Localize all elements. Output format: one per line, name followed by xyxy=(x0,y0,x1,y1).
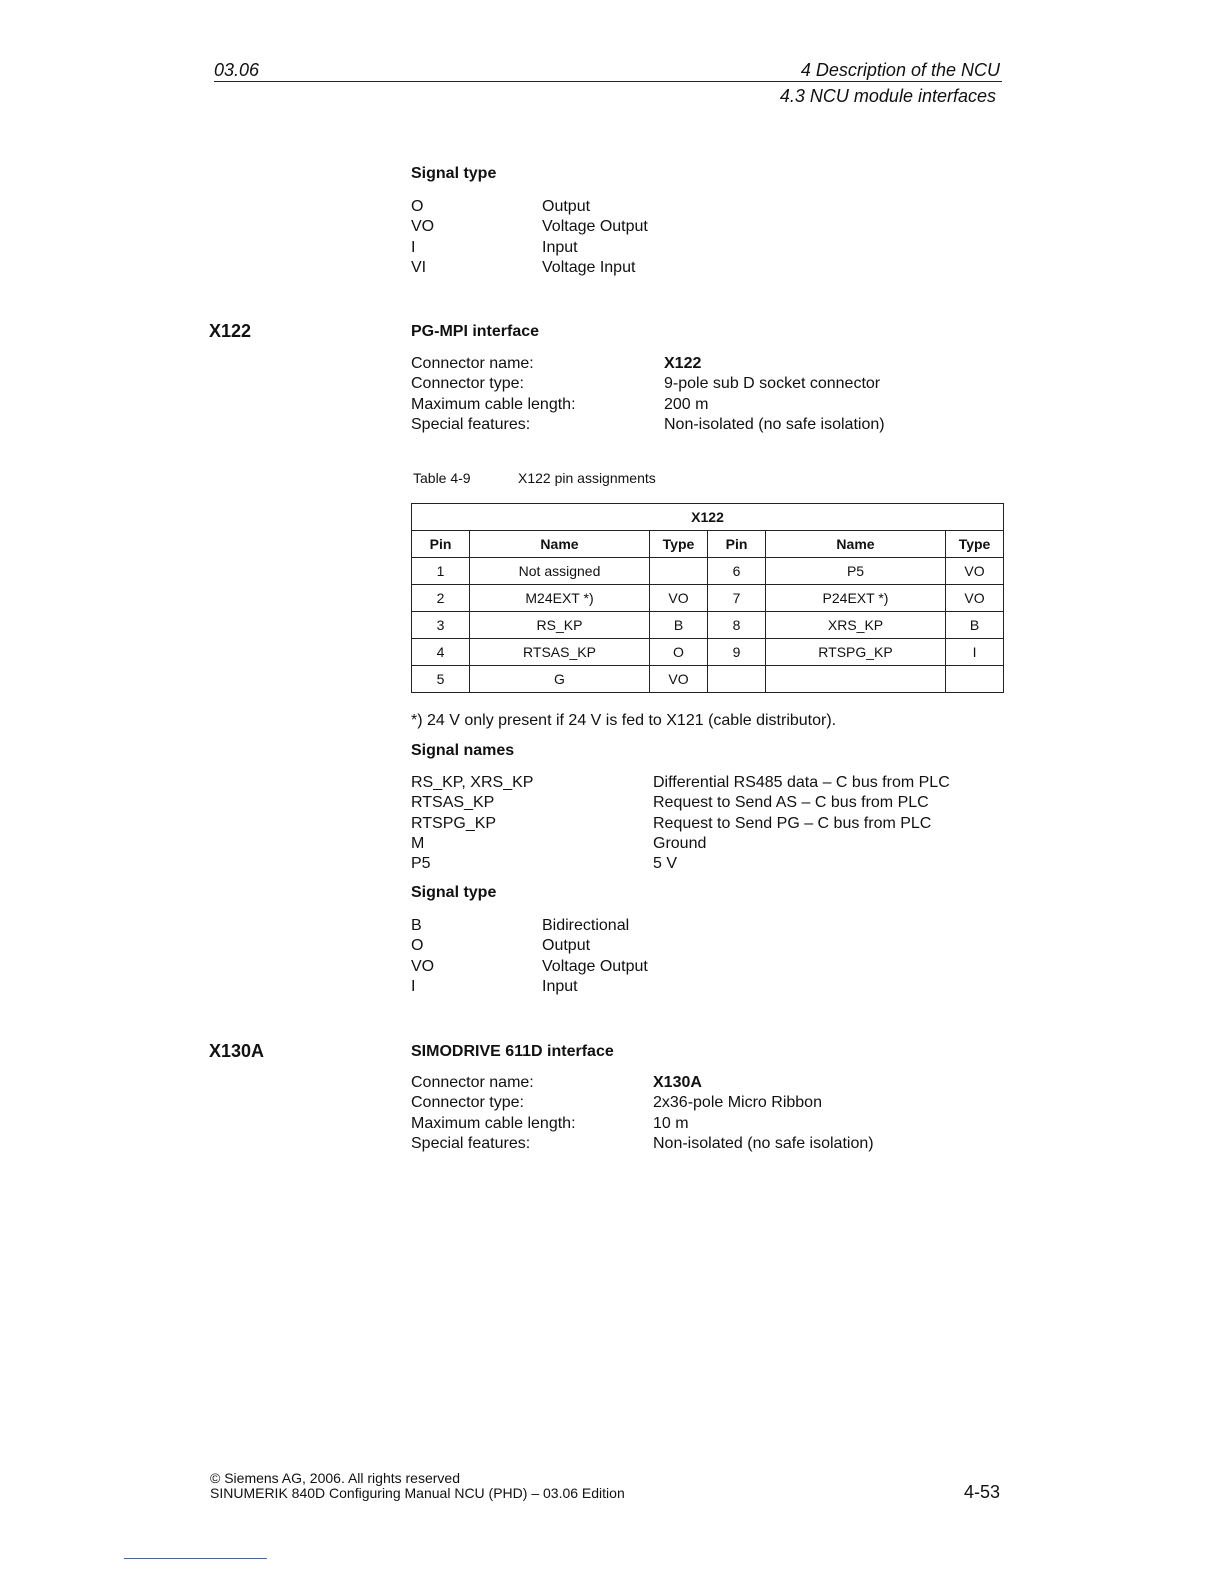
table-cell: RS_KP xyxy=(470,612,650,639)
property-row: Special features: Non-isolated (no safe isolation) xyxy=(411,1134,874,1152)
table-cell: G xyxy=(470,666,650,693)
table-cell: M24EXT *) xyxy=(470,585,650,612)
column-header: Pin xyxy=(412,531,470,558)
table-cell: 1 xyxy=(412,558,470,585)
table-row xyxy=(412,639,1004,666)
list-item: O Output xyxy=(411,937,591,955)
header-rule xyxy=(214,81,1002,82)
list-item: I Input xyxy=(411,977,578,995)
page-number: 4-53 xyxy=(963,1482,1000,1502)
table-footnote: *) 24 V only present if 24 V is fed to X121 (cable distributor). xyxy=(411,712,837,729)
table-cell: 6 xyxy=(708,558,766,585)
table-caption xyxy=(413,470,656,486)
header-chapter: 4 Description of the NCU xyxy=(800,60,1000,80)
list-item: I Input xyxy=(411,238,578,256)
table-cell: VO xyxy=(650,666,708,693)
section-label-x130a: X130A xyxy=(209,1041,265,1061)
table-cell: Not assigned xyxy=(470,558,650,585)
table-title-row xyxy=(412,504,1004,531)
table-cell: 7 xyxy=(708,585,766,612)
x122-heading: PG-MPI interface xyxy=(411,323,540,340)
list-item: P5 5 V xyxy=(411,855,678,873)
property-row: Connector type: 9-pole sub D socket connector xyxy=(411,375,881,393)
column-header: Pin xyxy=(708,531,766,558)
footer-manual: SINUMERIK 840D Configuring Manual NCU (PHD) – 03.06 Edition xyxy=(210,1485,625,1501)
table-cell xyxy=(650,558,708,585)
list-item: B Bidirectional xyxy=(411,917,630,934)
table-cell: B xyxy=(946,612,1004,639)
signal-type-heading: Signal type xyxy=(411,884,497,901)
table-row xyxy=(412,585,1004,612)
property-row: Maximum cable length: 200 m xyxy=(411,395,709,413)
table-cell: 8 xyxy=(708,612,766,639)
table-cell: 2 xyxy=(412,585,470,612)
table-cell xyxy=(946,666,1004,693)
list-item: VO Voltage Output xyxy=(411,218,648,236)
property-row: Maximum cable length: 10 m xyxy=(411,1114,689,1132)
table-cell: RTSPG_KP xyxy=(766,639,946,666)
table-row xyxy=(412,612,1004,639)
table-cell: B xyxy=(650,612,708,639)
signal-names-heading: Signal names xyxy=(411,742,515,759)
table-cell xyxy=(766,666,946,693)
x122-pin-table xyxy=(411,503,1004,693)
signal-type-heading: Signal type xyxy=(411,165,497,182)
header-date: 03.06 xyxy=(214,60,260,80)
property-row: Special features: Non-isolated (no safe isolation) xyxy=(411,415,885,433)
table-cell: 9 xyxy=(708,639,766,666)
list-item: RS_KP, XRS_KP Differential RS485 data – C bus from PLC xyxy=(411,774,950,791)
table-cell: P5 xyxy=(766,558,946,585)
signal-type-list xyxy=(411,916,648,997)
property-row: Connector name: X130A xyxy=(411,1074,702,1091)
table-cell: P24EXT *) xyxy=(766,585,946,612)
column-header: Name xyxy=(766,531,946,558)
header-section: 4.3 NCU module interfaces xyxy=(779,86,996,106)
x130a-properties xyxy=(411,1073,874,1154)
list-item: VO Voltage Output xyxy=(411,957,648,975)
x130a-heading: SIMODRIVE 611D interface xyxy=(411,1043,614,1060)
table-cell xyxy=(708,666,766,693)
property-row: Connector name: X122 xyxy=(411,355,702,372)
list-item: RTSPG_KP Request to Send PG – C bus from PLC xyxy=(411,814,932,832)
x122-properties xyxy=(411,354,885,435)
table-cell: VO xyxy=(650,585,708,612)
table-cell: I xyxy=(946,639,1004,666)
table-cell: XRS_KP xyxy=(766,612,946,639)
column-header: Type xyxy=(650,531,708,558)
list-item: O Output xyxy=(411,198,591,215)
list-item: RTSAS_KP Request to Send AS – C bus from PLC xyxy=(411,794,929,812)
footer-divider xyxy=(124,1558,267,1559)
table-cell: VO xyxy=(946,558,1004,585)
signal-type-list xyxy=(411,197,648,278)
table-header-row xyxy=(412,531,1004,558)
table-cell: 4 xyxy=(412,639,470,666)
table-title: X122 xyxy=(412,504,1004,531)
list-item: VI Voltage Input xyxy=(411,258,636,276)
section-label-x122: X122 xyxy=(209,321,252,341)
table-caption-text: X122 pin assignments xyxy=(518,470,656,486)
table-cell: O xyxy=(650,639,708,666)
table-cell: RTSAS_KP xyxy=(470,639,650,666)
column-header: Type xyxy=(946,531,1004,558)
signal-names-list xyxy=(411,773,950,874)
table-row xyxy=(412,666,1004,693)
table-caption-number: Table 4-9 xyxy=(413,470,471,486)
column-header: Name xyxy=(470,531,650,558)
table-cell: 5 xyxy=(412,666,470,693)
table-row xyxy=(412,558,1004,585)
property-row: Connector type: 2x36-pole Micro Ribbon xyxy=(411,1094,822,1112)
table-cell: 3 xyxy=(412,612,470,639)
list-item: M Ground xyxy=(411,834,707,852)
footer-copyright: © Siemens AG, 2006. All rights reserved xyxy=(210,1470,460,1486)
table-cell: VO xyxy=(946,585,1004,612)
